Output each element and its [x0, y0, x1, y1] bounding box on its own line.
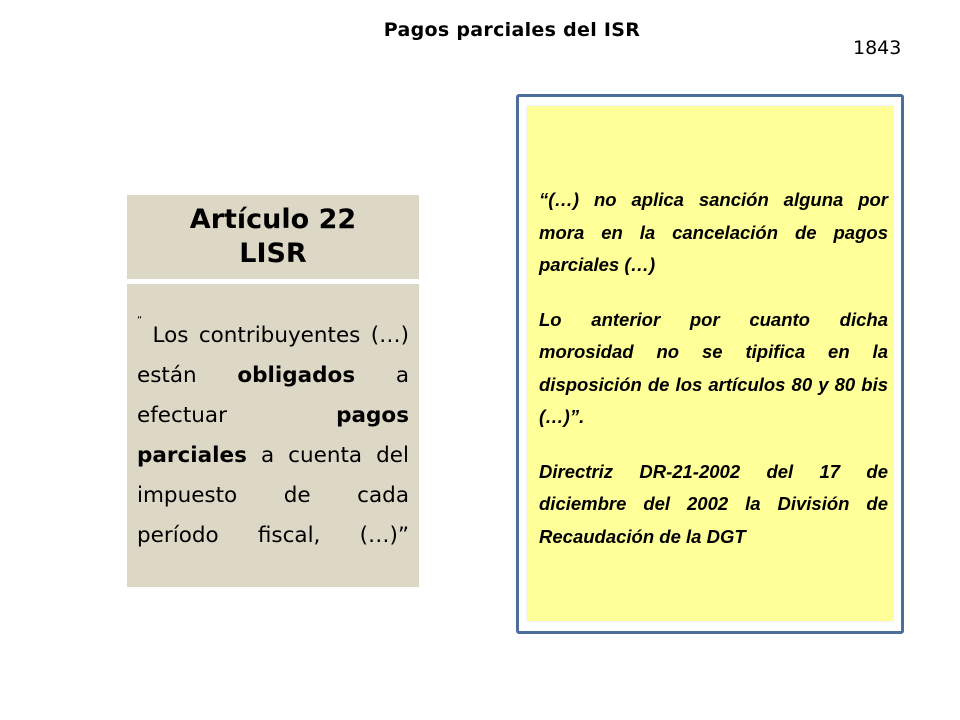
article-text-part-1: Los contribuyentes (…) están: [137, 323, 409, 388]
article-bold-pagos-parciales: pagos parciales: [137, 403, 409, 468]
article-heading-box: [127, 195, 419, 279]
article-text-part-2: a efectuar: [137, 363, 409, 428]
quote-paragraph-2: Lo anterior por cuanto dicha morosidad no se tipifica en la disposición de los artículos 80 y 80 bis (…)”.: [539, 308, 888, 427]
article-open-quote: “: [137, 315, 143, 326]
quote-box: [527, 106, 893, 621]
slide-title: Pagos parciales del ISR: [383, 19, 641, 41]
article-bold-obligados: obligados: [237, 363, 356, 388]
article-heading-line-2: LISR: [239, 238, 307, 269]
article-text-box: [127, 284, 419, 587]
quote-paragraph-1: “(…) no aplica sanción alguna por mora en la cancelación de pagos parciales (…): [539, 189, 888, 275]
quote-frame: [516, 94, 904, 634]
article-heading: [190, 203, 356, 271]
slide-number: 1843: [853, 37, 902, 59]
article-text-part-3: a cuenta del impuesto de cada período fiscal, (…)”: [137, 443, 409, 548]
article-text: [137, 316, 409, 556]
quote-paragraph-3: Directriz DR-21-2002 del 17 de diciembre del 2002 la División de Recaudación de la DGT: [539, 460, 888, 547]
article-heading-line-1: Artículo 22: [189, 204, 357, 235]
